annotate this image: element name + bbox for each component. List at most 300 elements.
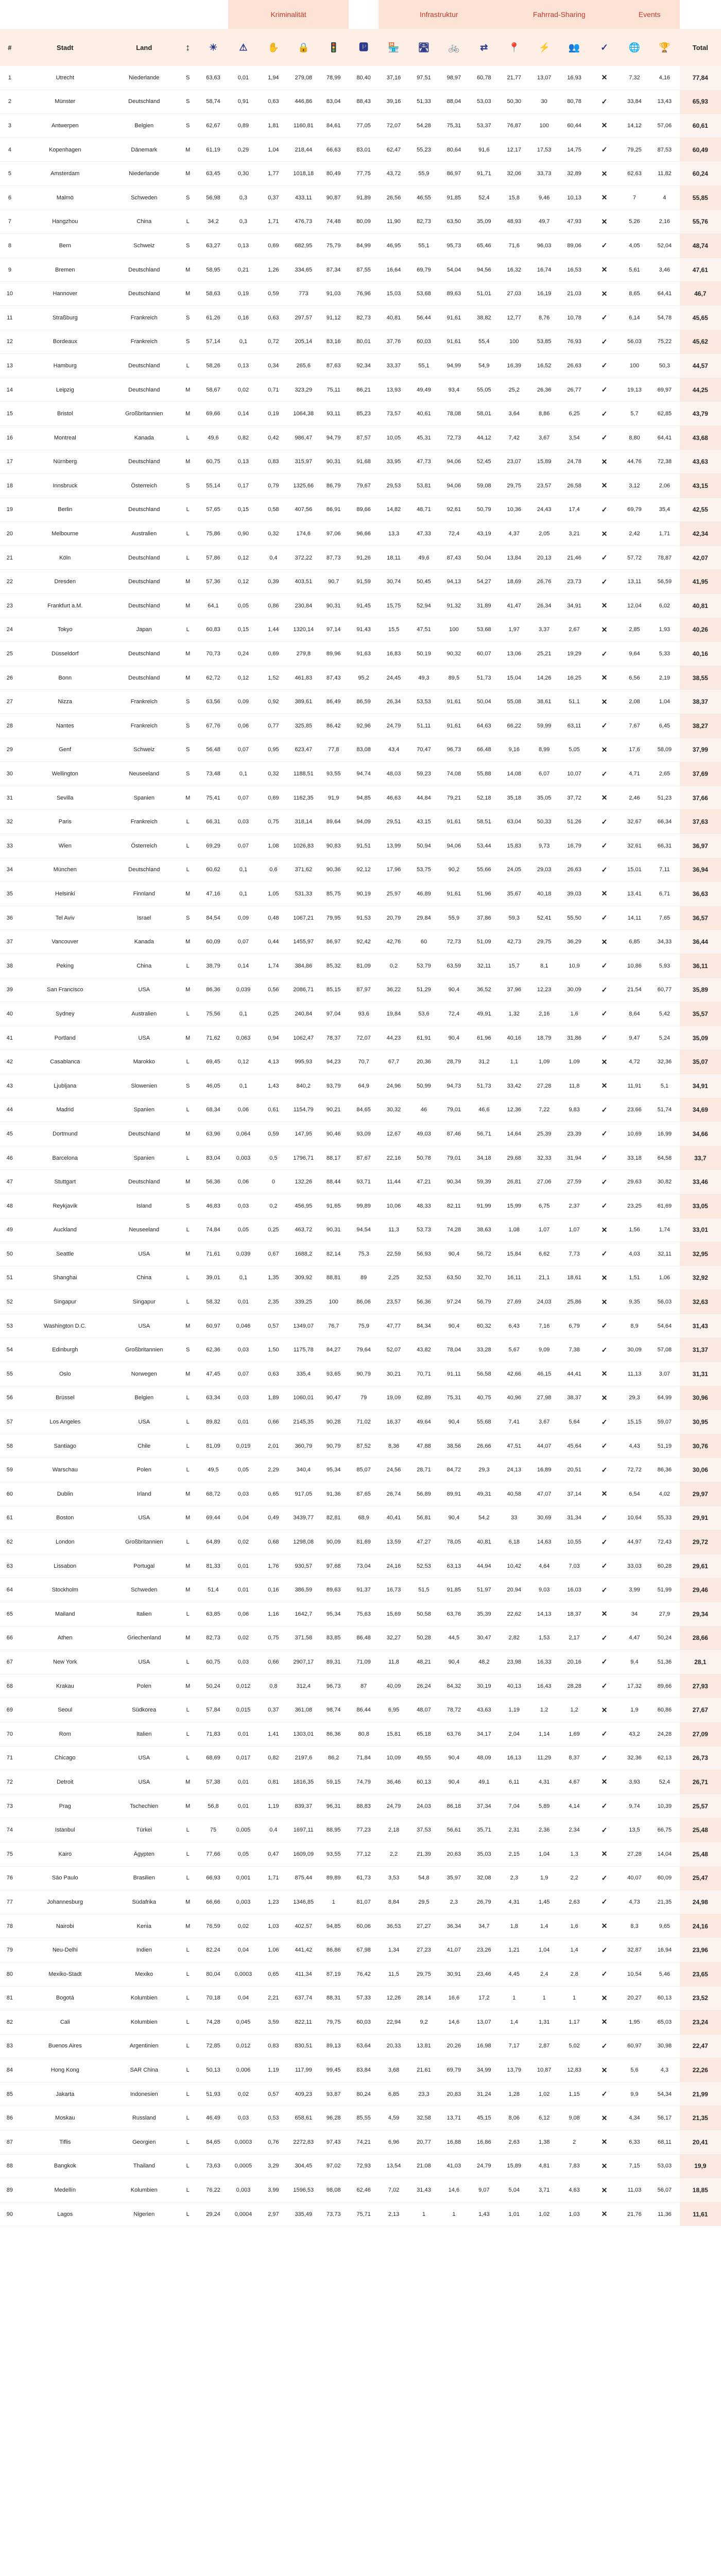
table-row[interactable] (0, 1962, 721, 1986)
table-row[interactable] (0, 1410, 721, 1434)
cell-v3: 0,65 (259, 1482, 288, 1506)
cell-v7: 6,95 (379, 1698, 408, 1722)
cell-v7: 3,53 (379, 1866, 408, 1890)
table-row[interactable] (0, 1170, 721, 1194)
cell-event-flag: ✓ (589, 810, 619, 834)
table-row[interactable] (0, 570, 721, 594)
table-row[interactable] (0, 1698, 721, 1722)
cell-v13: 1,15 (559, 2082, 589, 2106)
cell-v13: 4,14 (559, 1794, 589, 1818)
table-row[interactable] (0, 642, 721, 666)
cell-size: S (178, 738, 198, 762)
cell-v4: 1816,35 (288, 1770, 318, 1794)
cell-total: 42,55 (680, 498, 721, 522)
cell-v12: 10,87 (529, 2058, 559, 2082)
cell-rank: 45 (0, 1122, 20, 1146)
cell-city: Düsseldorf (20, 642, 111, 666)
cell-v1: 69,29 (198, 834, 228, 858)
table-row[interactable] (0, 1506, 721, 1530)
cell-v2: 0,03 (228, 1650, 258, 1674)
cell-total: 29,72 (680, 1530, 721, 1554)
table-row[interactable] (0, 1434, 721, 1458)
cell-event-flag: ✓ (589, 546, 619, 570)
cell-v14: 72,72 (620, 1458, 649, 1482)
table-row[interactable] (0, 378, 721, 402)
cell-rank: 28 (0, 714, 20, 738)
table-row[interactable] (0, 1986, 721, 2010)
table-row[interactable] (0, 1914, 721, 1938)
cell-v7: 33,95 (379, 450, 408, 474)
cell-total: 25,48 (680, 1842, 721, 1866)
table-row[interactable] (0, 1458, 721, 1482)
group-events[interactable]: Events (620, 0, 680, 29)
table-row[interactable] (0, 1242, 721, 1266)
cell-v3: 1,89 (259, 1386, 288, 1410)
cell-v12: 50,33 (529, 810, 559, 834)
cell-country: Ägypten (111, 1842, 178, 1866)
table-row[interactable] (0, 1650, 721, 1674)
cell-v6: 72,07 (349, 1026, 379, 1050)
cell-v12: 6,62 (529, 1242, 559, 1266)
table-row[interactable] (0, 1194, 721, 1218)
table-row[interactable] (0, 954, 721, 978)
cell-total: 37,63 (680, 810, 721, 834)
cell-size: S (178, 714, 198, 738)
cell-city: Wellington (20, 762, 111, 786)
cell-v5: 93,79 (318, 1074, 348, 1098)
cell-size: L (178, 2178, 198, 2202)
cell-v15: 1,74 (649, 1218, 679, 1242)
cell-v5: 88,31 (318, 1986, 348, 2010)
cell-v7: 46,63 (379, 786, 408, 810)
cell-country: USA (111, 1410, 178, 1434)
bike-station-icon: 📍 (508, 42, 520, 53)
table-row[interactable] (0, 1338, 721, 1362)
table-row[interactable] (0, 2034, 721, 2058)
cell-v14: 57,72 (620, 546, 649, 570)
table-row[interactable] (0, 618, 721, 642)
cell-event-flag: ✓ (589, 642, 619, 666)
cell-city: Helsinki (20, 882, 111, 906)
cell-v6: 79,67 (349, 474, 379, 498)
cell-country: Türkei (111, 1818, 178, 1842)
cell-total: 30,06 (680, 1458, 721, 1482)
table-row[interactable] (0, 666, 721, 690)
cell-v3: 0,66 (259, 1410, 288, 1434)
table-row[interactable] (0, 1938, 721, 1962)
cell-v5: 85,75 (318, 882, 348, 906)
cell-size: M (178, 1914, 198, 1938)
cell-v9: 63,50 (439, 210, 469, 234)
table-row[interactable] (0, 2154, 721, 2178)
table-row[interactable] (0, 738, 721, 762)
cell-v5: 94,79 (318, 426, 348, 450)
table-row[interactable] (0, 2058, 721, 2082)
cell-v14: 7,67 (620, 714, 649, 738)
cell-v9: 91,61 (439, 810, 469, 834)
cell-v3: 0,63 (259, 306, 288, 330)
cell-v13: 5,64 (559, 1410, 589, 1434)
cell-v14: 43,2 (620, 1722, 649, 1746)
cell-v14: 15,01 (620, 858, 649, 882)
table-row[interactable] (0, 210, 721, 234)
table-row[interactable] (0, 1626, 721, 1650)
table-row[interactable] (0, 1050, 721, 1074)
cell-city: Dortmund (20, 1122, 111, 1146)
cell-v15: 72,43 (649, 1530, 679, 1554)
cell-v8: 53,53 (409, 690, 439, 714)
header-icon-13[interactable] (559, 29, 589, 66)
cell-v13: 10,55 (559, 1530, 589, 1554)
cell-city: Melbourne (20, 522, 111, 546)
cell-v2: 0,04 (228, 1506, 258, 1530)
table-row[interactable] (0, 546, 721, 570)
cell-event-flag: ✓ (589, 1794, 619, 1818)
cell-v8: 43,82 (409, 1338, 439, 1362)
cell-v14: 30,09 (620, 1338, 649, 1362)
group-kriminalitaet[interactable]: Kriminalität (228, 0, 349, 29)
cell-v5: 91,36 (318, 1482, 348, 1506)
table-row[interactable] (0, 930, 721, 954)
cell-v1: 60,97 (198, 1314, 228, 1338)
header-city[interactable]: Stadt (20, 29, 111, 66)
table-row[interactable] (0, 1794, 721, 1818)
table-row[interactable] (0, 690, 721, 714)
table-row[interactable] (0, 2106, 721, 2130)
header-rank[interactable]: # (0, 29, 20, 66)
cell-v5: 90,31 (318, 450, 348, 474)
cell-v2: 0,07 (228, 1362, 258, 1386)
cell-rank: 15 (0, 402, 20, 426)
cell-v8: 9,2 (409, 2010, 439, 2035)
cell-event-flag: ✕ (589, 258, 619, 282)
cell-city: Bordeaux (20, 330, 111, 354)
cell-v5: 93,65 (318, 1362, 348, 1386)
cell-city: Lissabon (20, 1554, 111, 1578)
cell-v14: 69,79 (620, 498, 649, 522)
cell-v6: 94,85 (349, 786, 379, 810)
cell-city: Auckland (20, 1218, 111, 1242)
table-row[interactable] (0, 2202, 721, 2226)
cell-v9: 91,61 (439, 714, 469, 738)
table-row[interactable] (0, 1818, 721, 1842)
cell-v6: 57,33 (349, 1986, 379, 2010)
cell-v6: 96,66 (349, 522, 379, 546)
cell-v9: 94,06 (439, 474, 469, 498)
group-spacer (0, 0, 198, 29)
cell-v7: 4,59 (379, 2106, 408, 2130)
table-row[interactable] (0, 522, 721, 546)
cell-v7: 13,99 (379, 834, 408, 858)
cell-v5: 89,13 (318, 2034, 348, 2058)
header-icon-1[interactable] (198, 29, 228, 66)
cell-v13: 10,07 (559, 762, 589, 786)
cell-v10: 37,86 (469, 906, 499, 930)
table-row[interactable] (0, 185, 721, 210)
header-icon-6[interactable] (349, 29, 379, 66)
cell-country: Tschechien (111, 1794, 178, 1818)
cell-v8: 47,88 (409, 1434, 439, 1458)
cell-country: Italien (111, 1722, 178, 1746)
cell-v5: 79,95 (318, 906, 348, 930)
cell-city: Peking (20, 954, 111, 978)
cell-v4: 372,22 (288, 546, 318, 570)
table-row[interactable] (0, 1530, 721, 1554)
cell-country: Deutschland (111, 498, 178, 522)
table-row[interactable] (0, 1314, 721, 1338)
cell-v12: 6,12 (529, 2106, 559, 2130)
cell-v12: 1,9 (529, 1866, 559, 1890)
cell-v10: 61,96 (469, 1026, 499, 1050)
cell-v15: 27,9 (649, 1602, 679, 1626)
group-fahrrad-sharing[interactable]: Fahrrad-Sharing (499, 0, 620, 29)
cell-city: Reykjavík (20, 1194, 111, 1218)
cell-v1: 72,85 (198, 2034, 228, 2058)
cell-v11: 66,22 (499, 714, 529, 738)
header-icon-10[interactable] (469, 29, 499, 66)
cell-event-flag: ✕ (589, 930, 619, 954)
table-row[interactable] (0, 498, 721, 522)
table-row[interactable] (0, 1026, 721, 1050)
cell-v7: 20,79 (379, 906, 408, 930)
cell-country: Australien (111, 522, 178, 546)
header-icon-4[interactable] (288, 29, 318, 66)
cell-rank: 48 (0, 1194, 20, 1218)
header-icon-11[interactable] (499, 29, 529, 66)
cell-v2: 0,89 (228, 114, 258, 138)
table-row[interactable] (0, 1386, 721, 1410)
table-row[interactable] (0, 1674, 721, 1698)
cell-v12: 11,29 (529, 1746, 559, 1770)
cell-v4: 361,08 (288, 1698, 318, 1722)
table-row[interactable] (0, 1098, 721, 1122)
header-icon-16[interactable] (649, 29, 679, 66)
cell-v3: 0,48 (259, 906, 288, 930)
cell-v12: 1,02 (529, 2202, 559, 2226)
table-row[interactable] (0, 162, 721, 186)
cell-v11: 7,41 (499, 1410, 529, 1434)
cell-city: Innsbruck (20, 474, 111, 498)
header-icon-12[interactable] (529, 29, 559, 66)
cell-v3: 0,57 (259, 2082, 288, 2106)
cell-city: Nairobi (20, 1914, 111, 1938)
cell-rank: 68 (0, 1674, 20, 1698)
cell-v9: 14,6 (439, 2178, 469, 2202)
cell-country: Deutschland (111, 666, 178, 690)
header-icon-7[interactable] (379, 29, 408, 66)
cell-v11: 4,37 (499, 522, 529, 546)
cell-size: L (178, 834, 198, 858)
cell-country: USA (111, 1746, 178, 1770)
cell-v9: 54,04 (439, 258, 469, 282)
cell-v4: 304,45 (288, 2154, 318, 2178)
header-icon-9[interactable] (439, 29, 469, 66)
header-icon-2[interactable] (228, 29, 258, 66)
cell-v12: 33,73 (529, 162, 559, 186)
cell-v13: 7,38 (559, 1338, 589, 1362)
table-row[interactable] (0, 66, 721, 90)
table-row[interactable] (0, 882, 721, 906)
cell-v13: 23,39 (559, 1122, 589, 1146)
table-row[interactable] (0, 1362, 721, 1386)
header-icon-5[interactable] (318, 29, 348, 66)
cell-v13: 45,64 (559, 1434, 589, 1458)
header-size[interactable] (178, 29, 198, 66)
cell-v1: 75,86 (198, 522, 228, 546)
table-row[interactable] (0, 594, 721, 618)
cell-v2: 0,05 (228, 1458, 258, 1482)
cell-v6: 74,79 (349, 1770, 379, 1794)
cell-v12: 16,19 (529, 282, 559, 306)
table-row[interactable] (0, 2010, 721, 2035)
table-row[interactable] (0, 906, 721, 930)
cell-v10: 53,03 (469, 90, 499, 114)
cell-v11: 13,79 (499, 2058, 529, 2082)
table-row[interactable] (0, 90, 721, 114)
cell-v8: 37,53 (409, 1818, 439, 1842)
header-icon-15[interactable] (620, 29, 649, 66)
cell-v2: 0,003 (228, 2178, 258, 2202)
table-row[interactable] (0, 1074, 721, 1098)
cell-event-flag: ✓ (589, 1650, 619, 1674)
cell-v10: 38,82 (469, 306, 499, 330)
cell-event-flag: ✓ (589, 954, 619, 978)
table-row[interactable] (0, 1146, 721, 1170)
header-icon-3[interactable] (259, 29, 288, 66)
cell-v9: 91,61 (439, 330, 469, 354)
cell-v4: 117,99 (288, 2058, 318, 2082)
cell-v15: 68,11 (649, 2130, 679, 2155)
table-row[interactable] (0, 1290, 721, 1314)
cell-v12: 3,71 (529, 2178, 559, 2202)
table-row[interactable] (0, 834, 721, 858)
cell-v11: 6,11 (499, 1770, 529, 1794)
table-row[interactable] (0, 402, 721, 426)
table-row[interactable] (0, 1578, 721, 1602)
table-row[interactable] (0, 114, 721, 138)
table-row[interactable] (0, 450, 721, 474)
cell-total: 43,63 (680, 450, 721, 474)
cell-v5: 82,81 (318, 1506, 348, 1530)
cell-v4: 830,51 (288, 2034, 318, 2058)
table-row[interactable] (0, 714, 721, 738)
cell-v13: 7,73 (559, 1242, 589, 1266)
table-row[interactable] (0, 258, 721, 282)
cell-country: Chile (111, 1434, 178, 1458)
table-row[interactable] (0, 1770, 721, 1794)
table-row[interactable] (0, 474, 721, 498)
cell-total: 36,44 (680, 930, 721, 954)
table-row[interactable] (0, 786, 721, 810)
cell-country: Deutschland (111, 858, 178, 882)
table-row[interactable] (0, 354, 721, 378)
table-row[interactable] (0, 810, 721, 834)
cell-size: L (178, 2058, 198, 2082)
table-row[interactable] (0, 762, 721, 786)
cell-v9: 74,08 (439, 762, 469, 786)
cell-v10: 23,46 (469, 1962, 499, 1986)
table-row[interactable] (0, 2082, 721, 2106)
cell-v13: 23,73 (559, 570, 589, 594)
cell-rank: 35 (0, 882, 20, 906)
cell-v7: 37,76 (379, 330, 408, 354)
table-row[interactable] (0, 1002, 721, 1026)
table-row[interactable] (0, 138, 721, 162)
table-row[interactable] (0, 1890, 721, 1914)
table-row[interactable] (0, 2130, 721, 2155)
cell-v15: 60,86 (649, 1698, 679, 1722)
cell-v14: 3,99 (620, 1578, 649, 1602)
table-row[interactable] (0, 1842, 721, 1866)
header-country[interactable]: Land (111, 29, 178, 66)
cell-v7: 12,26 (379, 1986, 408, 2010)
header-icon-8[interactable] (409, 29, 439, 66)
cell-event-flag: ✕ (589, 1770, 619, 1794)
cell-v7: 15,03 (379, 282, 408, 306)
cell-v13: 27,59 (559, 1170, 589, 1194)
table-row[interactable] (0, 1602, 721, 1626)
cell-v14: 29,63 (620, 1170, 649, 1194)
cell-v13: 4,67 (559, 1770, 589, 1794)
group-infrastruktur[interactable]: Infrastruktur (379, 0, 499, 29)
cell-v12: 2,4 (529, 1962, 559, 1986)
table-row[interactable] (0, 858, 721, 882)
cell-event-flag: ✓ (589, 762, 619, 786)
table-row[interactable] (0, 1554, 721, 1578)
cell-v15: 30,82 (649, 1170, 679, 1194)
table-row[interactable] (0, 282, 721, 306)
table-row[interactable] (0, 1122, 721, 1146)
table-row[interactable] (0, 306, 721, 330)
table-row[interactable] (0, 978, 721, 1002)
table-row[interactable] (0, 1266, 721, 1290)
cell-v11: 16,13 (499, 1746, 529, 1770)
table-row[interactable] (0, 426, 721, 450)
cell-country: Irland (111, 1482, 178, 1506)
cell-v13: 24,78 (559, 450, 589, 474)
cell-v1: 64,89 (198, 1530, 228, 1554)
cell-event-flag: ✓ (589, 1674, 619, 1698)
header-total[interactable]: Total (680, 29, 721, 66)
cell-v4: 2145,35 (288, 1410, 318, 1434)
table-row[interactable] (0, 1722, 721, 1746)
ebike-icon: ⚡ (538, 42, 550, 53)
cell-v12: 2,16 (529, 1002, 559, 1026)
table-row[interactable] (0, 1482, 721, 1506)
cell-size: L (178, 2130, 198, 2155)
table-row[interactable] (0, 1218, 721, 1242)
cell-v8: 51,11 (409, 714, 439, 738)
cell-v2: 0,05 (228, 1218, 258, 1242)
cell-v3: 0,68 (259, 1530, 288, 1554)
cell-v7: 24,79 (379, 1794, 408, 1818)
header-icon-14[interactable] (589, 29, 619, 66)
cell-v4: 875,44 (288, 1866, 318, 1890)
cell-v3: 1,43 (259, 1074, 288, 1098)
cell-v12: 29,03 (529, 858, 559, 882)
table-row[interactable] (0, 234, 721, 258)
cell-v14: 6,33 (620, 2130, 649, 2155)
cell-v7: 19,84 (379, 1002, 408, 1026)
cell-v1: 57,14 (198, 330, 228, 354)
cell-v8: 27,23 (409, 1938, 439, 1962)
table-row[interactable] (0, 2178, 721, 2202)
cell-v5: 99,45 (318, 2058, 348, 2082)
cell-size: L (178, 1002, 198, 1026)
table-row[interactable] (0, 1866, 721, 1890)
table-row[interactable] (0, 1746, 721, 1770)
table-row[interactable] (0, 330, 721, 354)
